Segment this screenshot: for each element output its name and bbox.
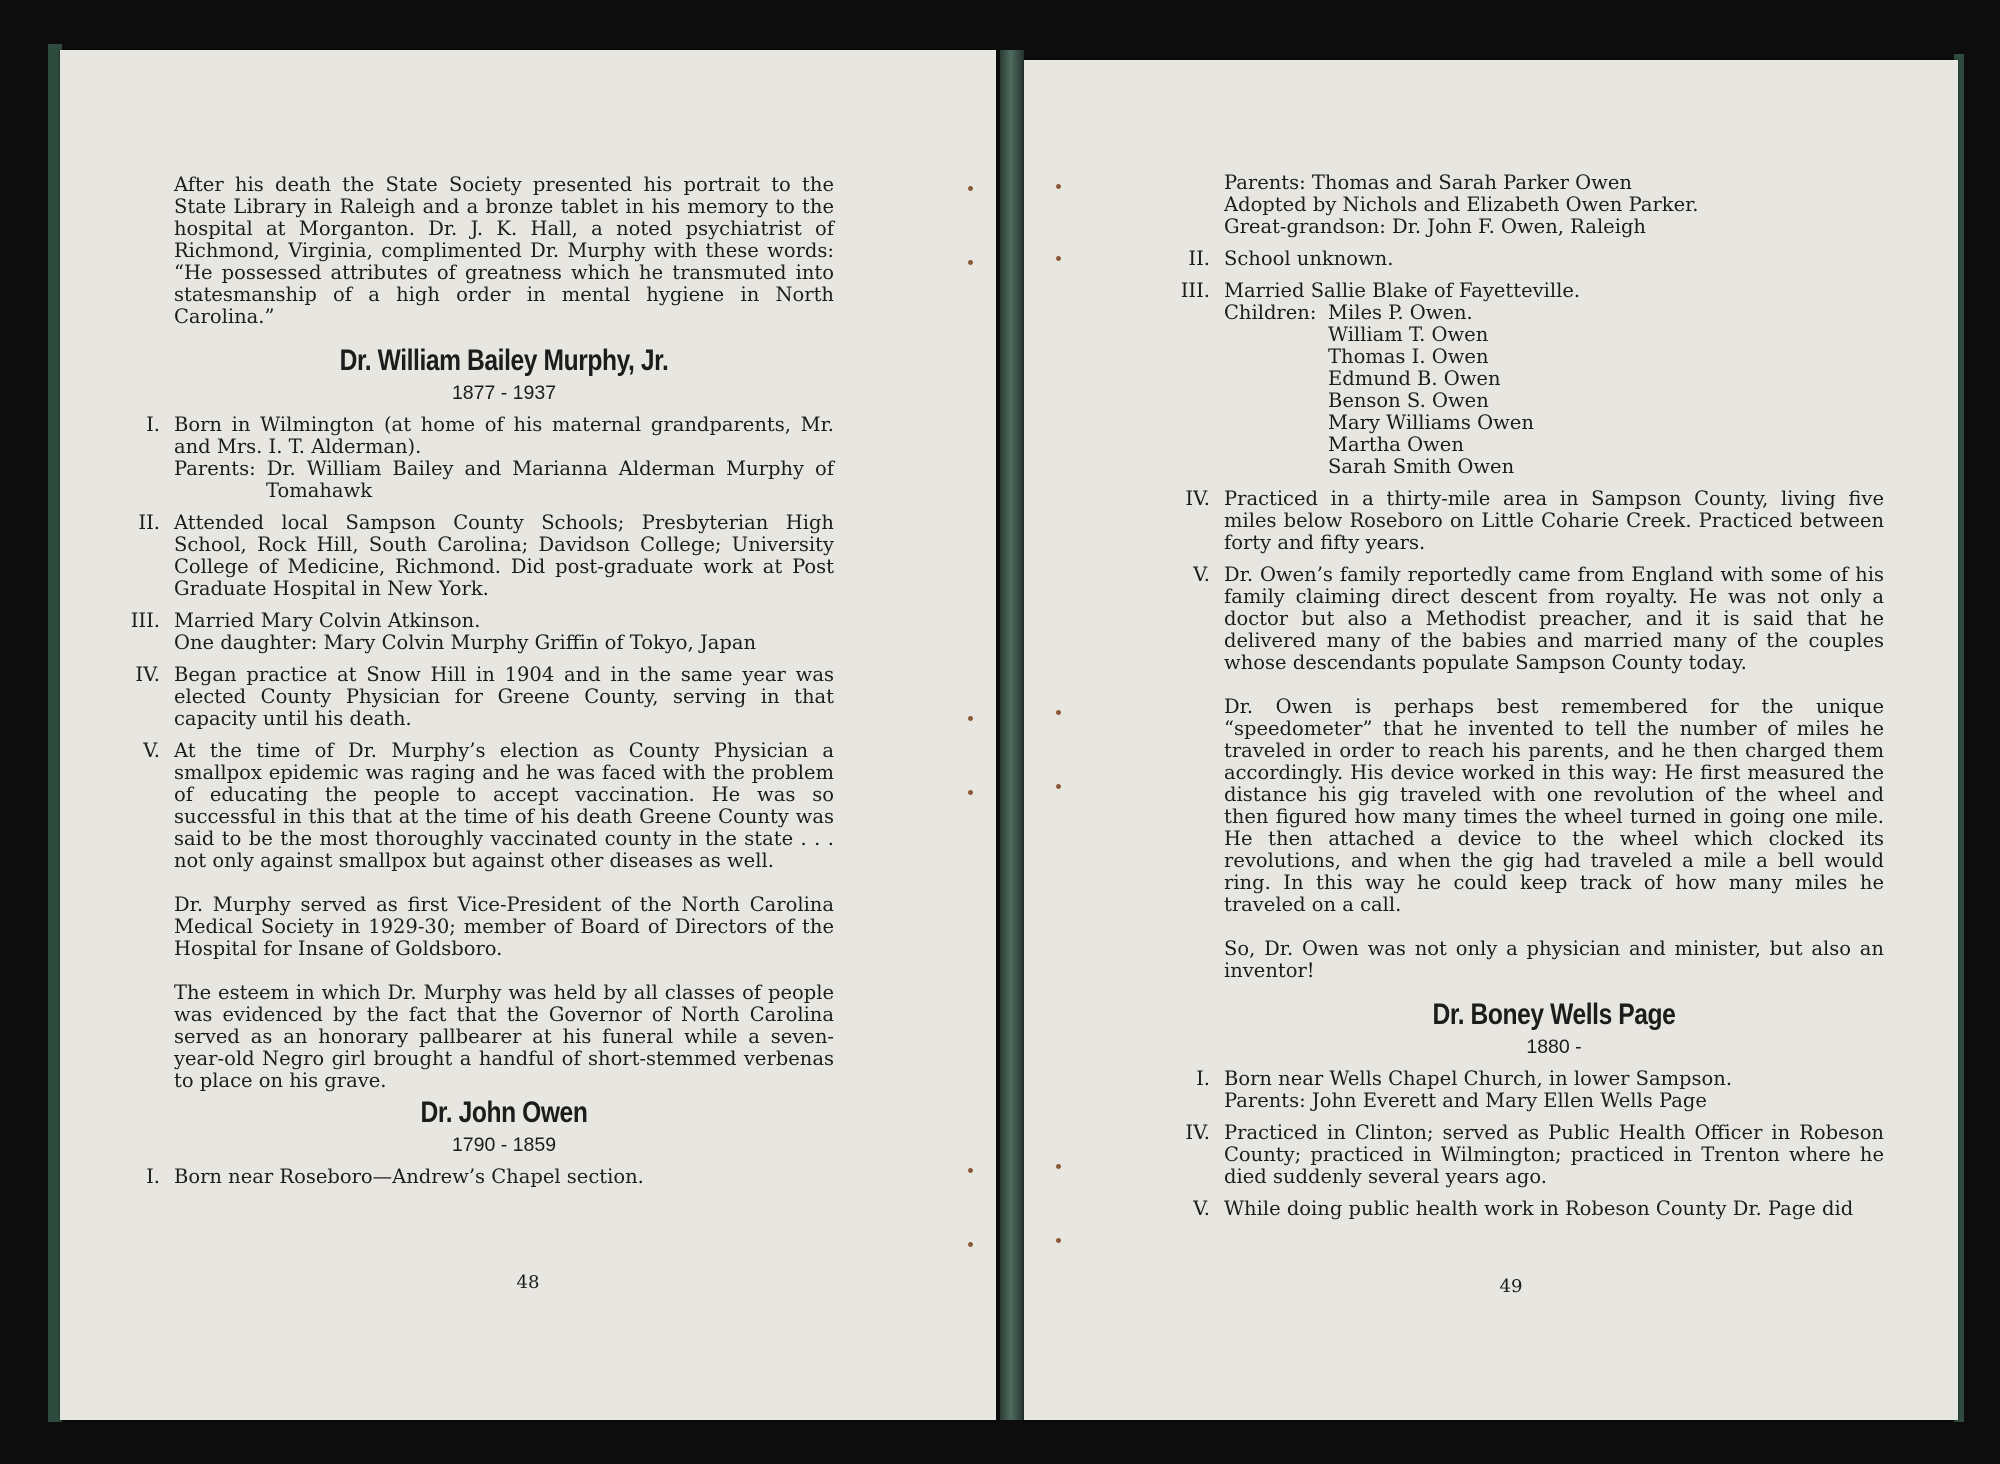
left-page (60, 50, 996, 1420)
child-name: Thomas I. Owen (1328, 345, 1489, 368)
owen-paragraph-2: So, Dr. Owen was not only a physician and minister, but also an inventor! (1224, 937, 1884, 982)
murphy-paragraph-1: Dr. Murphy served as first Vice-President of the North Carolina Medical Society in 1929-30; member of Board of Directors of the Hospital for Insane of Goldsboro. (174, 893, 834, 960)
right-page-content (1132, 172, 1884, 1230)
owen-heading: Dr. John Owen (420, 1096, 588, 1129)
child-name: Sarah Smith Owen (1328, 455, 1515, 478)
child-name: Martha Owen (1328, 433, 1464, 456)
binding-hole (968, 1168, 973, 1173)
binding-hole (1056, 184, 1061, 189)
child-name: Miles P. Owen. (1328, 301, 1473, 324)
binding-hole (968, 716, 973, 721)
murphy-item-5: V. At the time of Dr. Murphy’s election as County Physician a smallpox epidemic was raging and he was faced with the problem of educating the people to accept vaccination. He was so successful in this that at the time of his death Greene County was said to be the most thoroughly vaccinated county in the state . . . not only against smallpox but against other diseases as well. (143, 739, 834, 872)
page-item-4: IV. Practiced in Clinton; served as Public Health Officer in Robeson County; practiced in Wilmington; practiced in Trenton where he died suddenly several years ago. (1185, 1121, 1884, 1188)
murphy-paragraph-2: The esteem in which Dr. Murphy was held by all classes of people was evidenced by the fact that the Governor of North Carolina served as an honorary pallbearer at his funeral while a seven-year-old Negro girl brought a handful of short-stemmed verbenas to place on his grave. (174, 981, 834, 1092)
murphy-item-3: III. Married Mary Colvin Atkinson. One daughter: Mary Colvin Murphy Griffin of Tokyo, Japan (130, 609, 757, 654)
owen-parents: Parents: Thomas and Sarah Parker Owen Adopted by Nichols and Elizabeth Owen Parker. Great-grandson: Dr. John F. Owen, Raleigh (1224, 171, 1699, 238)
murphy-item-4: IV. Began practice at Snow Hill in 1904 and in the same year was elected County Physician for Greene County, serving in that capacity until his death. (135, 663, 834, 730)
page-number-right: 49 (1499, 1276, 1523, 1297)
murphy-item-1: I. Born in Wilmington (at home of his maternal grandparents, Mr. and Mrs. I. T. Alderman). Parents: Dr. William Bailey and Marianna Alderman Murphy of Tomahawk (146, 413, 834, 502)
owen-item-4: IV. Practiced in a thirty-mile area in Sampson County, living five miles below Roseboro on Little Coharie Creek. Practiced between forty and fifty years. (1185, 487, 1884, 554)
left-page-content (130, 173, 834, 1198)
murphy-dates: 1877 - 1937 (451, 382, 557, 404)
owen-paragraph-1: Dr. Owen is perhaps best remembered for the unique “speedometer” that he invented to tell the number of miles he traveled in order to reach his parents, and he then charged them accordingly. His device worked in this way: He first measured the distance his gig traveled with one revolution of the wheel and then figured how many times the wheel turned in going one mile. He then attached a device to the wheel which clocked its revolutions, and when the gig had traveled a mile a bell would ring. In this way he could keep track of how many miles he traveled on a call. (1224, 695, 1884, 916)
binding-hole (968, 186, 973, 191)
owen-item-1: I. Born near Roseboro—Andrew’s Chapel section. (146, 1165, 644, 1188)
binding-hole (968, 790, 973, 795)
page-item-1: I. Born near Wells Chapel Church, in lower Sampson. Parents: John Everett and Mary Ellen Wells Page (1196, 1067, 1733, 1112)
page-number-left: 48 (516, 1272, 540, 1293)
murphy-intro-paragraph: After his death the State Society presented his portrait to the State Library in Raleigh and a bronze tablet in his memory to the hospital at Morganton. Dr. J. K. Hall, a noted psychiatrist of Richmond, Virginia, complimented Dr. Murphy with these words: “He possessed attributes of greatness which he transmuted into statesmanship of a high order in mental hygiene in North Carolina.” (174, 173, 834, 328)
binding-hole (1056, 710, 1061, 715)
right-page (1024, 60, 1958, 1420)
book-spine (1000, 50, 1024, 1420)
owen-children: Children: Miles P. Owen. William T. Owen Thomas I. Owen Edmund B. Owen Benson S. Owen Mary Williams Owen Martha Owen Sarah Smith Owen (1224, 301, 1534, 478)
child-name: Benson S. Owen (1328, 389, 1489, 412)
binding-hole (1056, 1238, 1061, 1243)
binding-hole (1056, 1164, 1061, 1169)
child-name: William T. Owen (1328, 323, 1489, 346)
murphy-item-2: II. Attended local Sampson County Schools; Presbyterian High School, Rock Hill, South Carolina; Davidson College; University College of Medicine, Richmond. Did post-graduate work at Post Graduate Hospital in New York. (138, 511, 834, 600)
owen-item-2: II. School unknown. (1188, 247, 1394, 270)
owen-dates: 1790 - 1859 (451, 1134, 557, 1156)
owen-item-3: III. Married Sallie Blake of Fayetteville. Children: Miles P. Owen. William T. Owen Thomas I. Owen Edmund B. Owen Benson S. Owen Mary Williams Owen Martha Owen Sarah Smith Owen (1224, 280, 1884, 478)
page-heading: Dr. Boney Wells Page (1432, 998, 1676, 1031)
binding-hole (968, 1242, 973, 1247)
binding-hole (1056, 256, 1061, 261)
page-dates: 1880 - (1526, 1036, 1582, 1058)
murphy-heading: Dr. William Bailey Murphy, Jr. (339, 344, 669, 377)
binding-hole (1056, 784, 1061, 789)
page-item-5: V. While doing public health work in Robeson County Dr. Page did (1193, 1197, 1854, 1220)
owen-item-5: V. Dr. Owen’s family reportedly came from England with some of his family claiming direct descent from royalty. He was not only a doctor but also a Methodist preacher, and it is said that he delivered many of the babies and married many of the couples whose descendants populate Sampson County today. (1193, 563, 1884, 674)
binding-hole (968, 260, 973, 265)
child-name: Edmund B. Owen (1328, 367, 1501, 390)
child-name: Mary Williams Owen (1328, 411, 1534, 434)
